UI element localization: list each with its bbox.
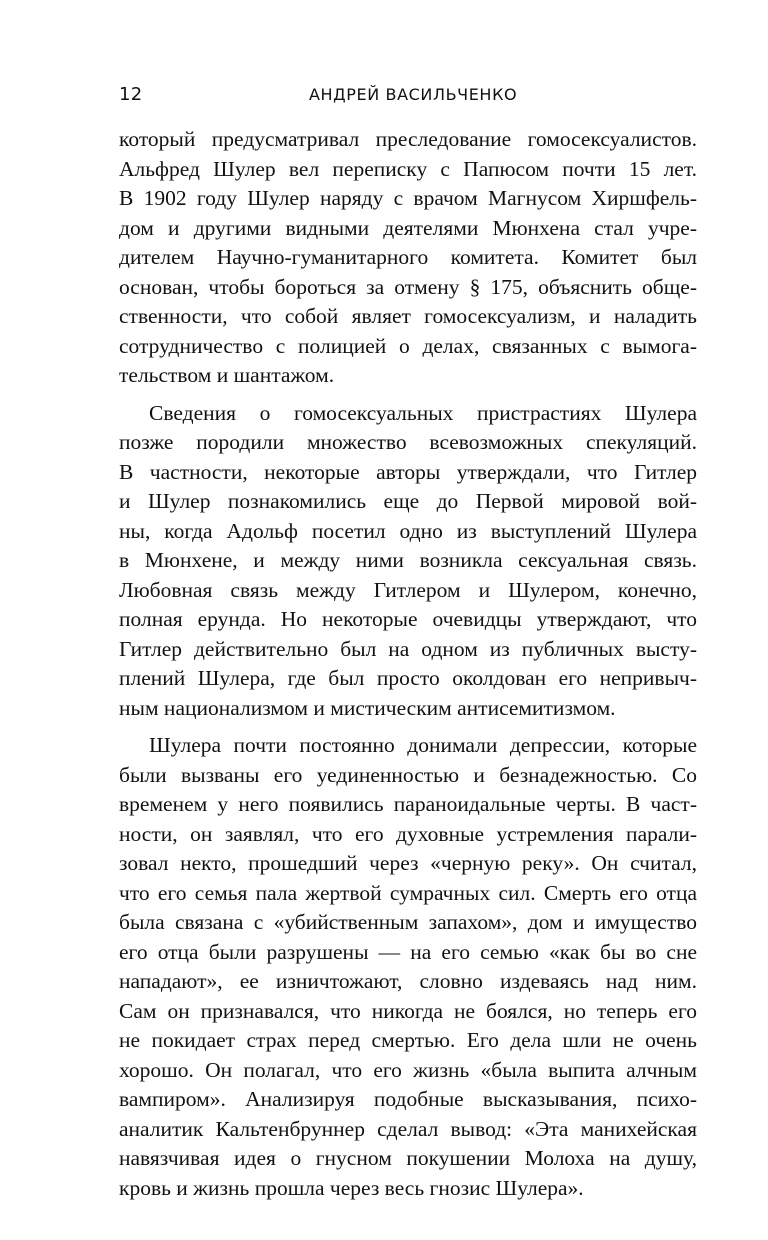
- text-line: полная ерунда. Но некоторые очевидцы утверждают, что: [119, 607, 697, 631]
- paragraph-2: [119, 399, 697, 724]
- text-line: ным национализмом и мистическим антисемитизмом.: [119, 695, 616, 720]
- text-line: сотрудничество с полицией о делах, связанных с вымога-: [119, 333, 697, 358]
- text-line: который предусматривал преследование гомосексуалистов.: [119, 127, 697, 151]
- text-line: ности, он заявлял, что его духовные устремления парали-: [119, 821, 697, 846]
- text-line: аналитик Кальтенбруннер сделал вывод: «Эта манихейская: [119, 1116, 697, 1141]
- text-line: хорошо. Он полагал, что его жизнь «была выпита алчным: [119, 1057, 697, 1082]
- text-line: кровь и жизнь прошла через весь гнозис Шулера».: [119, 1175, 584, 1200]
- text-line: ственности, что собой являет гомосексуализм, и наладить: [119, 304, 697, 328]
- text-line: в Мюнхене, и между ними возникла сексуальная связь.: [119, 548, 697, 572]
- text-line: основан, чтобы бороться за отмену § 175, объяснить обще-: [119, 274, 697, 299]
- text-line: плений Шулера, где был просто околдован его непривыч-: [119, 666, 697, 690]
- text-line: Сам он признавался, что никогда не боялся, но теперь его: [119, 998, 697, 1023]
- text-line: Шулера почти постоянно донимали депрессии, которые: [149, 733, 697, 757]
- text-line: Сведения о гомосексуальных пристрастиях Шулера: [149, 400, 697, 425]
- text-line: навязчивая идея о гнусном покушении Молоха на душу,: [119, 1146, 697, 1170]
- text-line: дом и другими видными деятелями Мюнхена стал учре-: [119, 215, 697, 240]
- text-line: В частности, некоторые авторы утверждали, что Гитлер: [119, 459, 697, 484]
- text-line: В 1902 году Шулер наряду с врачом Магнусом Хиршфель-: [119, 186, 697, 210]
- text-line: зовал некто, прошедший через «черную реку». Он считал,: [119, 851, 697, 875]
- text-line: его отца были разрушены — на его семью «как бы во сне: [119, 939, 697, 964]
- text-line: были вызваны его уединенностью и безнадежностью. Со: [119, 762, 697, 787]
- text-line: Любовная связь между Гитлером и Шулером, конечно,: [119, 577, 697, 602]
- page-number: 12: [119, 84, 143, 105]
- text-line: вампиром». Анализируя подобные высказывания, психо-: [119, 1087, 697, 1111]
- text-line: тельством и шантажом.: [119, 363, 335, 387]
- text-line: позже породили множество всевозможных спекуляций.: [119, 430, 697, 454]
- paragraph-3: [119, 731, 697, 1203]
- text-line: ны, когда Адольф посетил одно из выступлений Шулера: [119, 518, 697, 543]
- text-line: Гитлер действительно был на одном из публичных высту-: [119, 636, 697, 661]
- text-line: что его семья пала жертвой сумрачных сил. Смерть его отца: [119, 880, 697, 905]
- text-line: дителем Научно-гуманитарного комитета. Комитет был: [119, 245, 697, 269]
- text-line: была связана с «убийственным запахом», дом и имущество: [119, 910, 697, 934]
- text-line: нападают», ее изничтожают, словно издеваясь над ним.: [119, 969, 697, 993]
- text-line: не покидает страх перед смертью. Его дела шли не очень: [119, 1028, 697, 1052]
- running-head-author: АНДРЕЙ ВАСИЛЬЧЕНКО: [309, 85, 518, 104]
- text-line: Альфред Шулер вел переписку с Папюсом почти 15 лет.: [119, 156, 697, 181]
- text-line: и Шулер познакомились еще до Первой мировой вой-: [119, 489, 697, 513]
- paragraph-1: [119, 125, 697, 391]
- body-text: [119, 125, 697, 1203]
- page-header: [119, 84, 697, 108]
- text-line: временем у него появились параноидальные черты. В част-: [119, 792, 697, 816]
